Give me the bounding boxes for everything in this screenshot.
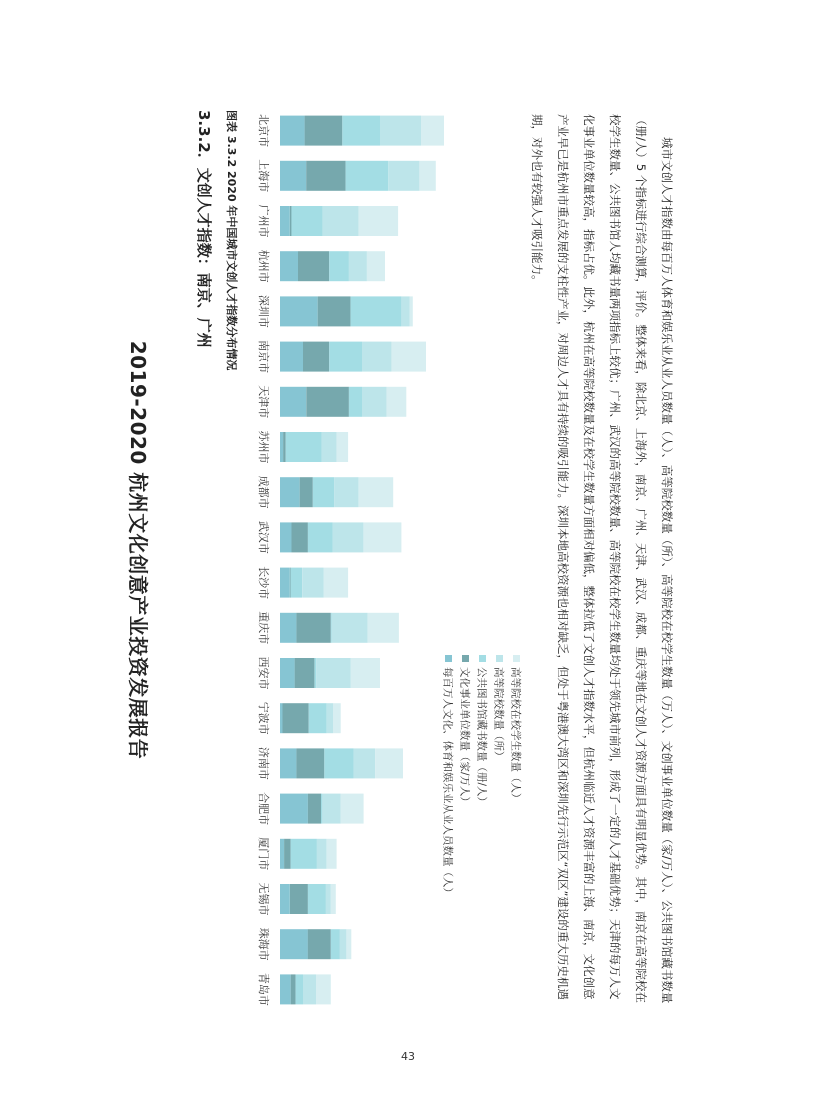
bar-segment-1-7 xyxy=(280,386,306,416)
bar-segment-4-10 xyxy=(332,522,363,552)
bar-segment-5-8 xyxy=(337,432,349,462)
bar-segment-1-11 xyxy=(280,567,290,597)
bar-segment-2-3 xyxy=(290,206,292,236)
category-label: 广州市 xyxy=(257,204,270,237)
legend-swatch xyxy=(479,655,486,662)
bar-segment-4-5 xyxy=(401,296,409,326)
bar-segment-1-1 xyxy=(280,115,305,145)
legend-swatch xyxy=(462,655,469,662)
bar-segment-3-7 xyxy=(349,386,362,416)
bar-segment-1-4 xyxy=(280,251,298,281)
bar-segment-3-11 xyxy=(291,567,303,597)
bar-segment-3-20 xyxy=(296,974,303,1004)
bar-segment-3-9 xyxy=(313,477,334,507)
legend-swatch xyxy=(445,655,452,662)
legend-swatch xyxy=(496,655,503,662)
bar-segment-4-19 xyxy=(340,929,347,959)
page-number: 43 xyxy=(401,1050,415,1063)
bar-segment-2-12 xyxy=(296,612,330,642)
bar-segment-1-8 xyxy=(280,432,283,462)
bar-segment-1-20 xyxy=(280,974,291,1004)
bar-segment-4-18 xyxy=(326,884,331,914)
bar-segment-2-1 xyxy=(305,115,343,145)
section-heading: 3.3.2．文创人才指数：南京、广州 xyxy=(195,109,213,348)
bar-segment-2-8 xyxy=(283,432,286,462)
bar-segment-5-4 xyxy=(367,251,385,281)
bar-segment-5-19 xyxy=(346,929,351,959)
bar-segment-2-6 xyxy=(303,341,329,371)
bar-segment-5-13 xyxy=(351,658,381,688)
bar-segment-3-1 xyxy=(342,115,380,145)
legend-label: 高等院校在校学生数量（人） xyxy=(509,666,522,803)
bar-segment-3-18 xyxy=(308,884,326,914)
bar-segment-5-9 xyxy=(359,477,393,507)
bar-segment-3-8 xyxy=(286,432,322,462)
bar-segment-5-11 xyxy=(324,567,349,597)
bar-segment-5-3 xyxy=(359,206,398,236)
bar-segment-3-5 xyxy=(351,296,402,326)
bar-segment-1-13 xyxy=(280,658,295,688)
bar-segment-2-16 xyxy=(308,793,321,823)
rotated-content xyxy=(58,50,758,1050)
bar-segment-5-6 xyxy=(392,341,426,371)
bar-segment-2-17 xyxy=(284,838,291,868)
bar-segment-5-7 xyxy=(387,386,407,416)
bar-segment-3-4 xyxy=(329,251,349,281)
bar-segment-1-17 xyxy=(280,838,284,868)
category-label: 青岛市 xyxy=(257,972,270,1006)
category-label: 成都市 xyxy=(257,475,270,509)
bar-segment-4-14 xyxy=(327,703,334,733)
bar-segment-5-14 xyxy=(333,703,340,733)
bar-segment-2-20 xyxy=(291,974,296,1004)
bar-segment-3-6 xyxy=(329,341,362,371)
bar-segment-1-10 xyxy=(280,522,292,552)
bar-segment-1-6 xyxy=(280,341,303,371)
category-label: 南京市 xyxy=(257,339,270,373)
legend-label: 每百万人文化、体育和娱乐业从业人员数量（人） xyxy=(441,666,454,898)
bar-segment-5-12 xyxy=(368,612,399,642)
bar-segment-1-18 xyxy=(280,884,290,914)
bar-segment-5-20 xyxy=(316,974,331,1004)
bar-segment-4-6 xyxy=(362,341,392,371)
bar-segment-3-12 xyxy=(331,612,332,642)
bar-segment-2-2 xyxy=(306,160,345,190)
category-label: 上海市 xyxy=(257,158,270,192)
bar-segment-5-16 xyxy=(341,793,364,823)
bar-segment-1-15 xyxy=(280,748,296,778)
bar-segment-4-7 xyxy=(362,386,387,416)
bar-segment-4-3 xyxy=(323,206,359,236)
legend-label: 公共图书馆藏书数量（册/人） xyxy=(475,666,488,807)
bar-segment-3-15 xyxy=(324,748,354,778)
legend-label: 文化事业单位数量（家/万人） xyxy=(458,666,471,807)
bar-segment-2-10 xyxy=(292,522,308,552)
category-label: 济南市 xyxy=(257,746,270,780)
bar-segment-4-15 xyxy=(354,748,375,778)
category-label: 合肥市 xyxy=(257,791,270,825)
category-label: 宁波市 xyxy=(257,701,270,735)
bar-segment-1-2 xyxy=(280,160,306,190)
bar-segment-3-17 xyxy=(291,838,317,868)
body-paragraph-wrapper xyxy=(524,114,680,1009)
bar-segment-5-17 xyxy=(327,838,337,868)
bar-segment-1-14 xyxy=(280,703,283,733)
bar-segment-2-13 xyxy=(295,658,315,688)
bar-segment-2-18 xyxy=(290,884,308,914)
category-label: 北京市 xyxy=(257,113,270,147)
bar-segment-3-13 xyxy=(315,658,317,688)
bar-segment-4-9 xyxy=(334,477,359,507)
bar-segment-1-16 xyxy=(280,793,308,823)
category-label: 西安市 xyxy=(257,656,270,689)
bar-segment-2-14 xyxy=(283,703,309,733)
category-label: 武汉市 xyxy=(257,520,270,554)
category-label: 天津市 xyxy=(257,384,270,418)
document-title: 2019-2020 杭州文化创意产业投资发展报告 xyxy=(126,340,150,759)
bar-segment-2-15 xyxy=(296,748,324,778)
category-label: 重庆市 xyxy=(257,610,270,644)
bar-segment-4-2 xyxy=(388,160,419,190)
bar-segment-5-1 xyxy=(421,115,444,145)
category-label: 苏州市 xyxy=(257,430,270,463)
bar-segment-2-5 xyxy=(318,296,351,326)
legend-label: 高等院校数量（所） xyxy=(492,666,505,761)
bar-segment-5-10 xyxy=(364,522,402,552)
category-label: 无锡市 xyxy=(257,882,270,915)
category-label: 深圳市 xyxy=(257,294,270,328)
bar-segment-4-8 xyxy=(322,432,337,462)
bar-segment-1-9 xyxy=(280,477,300,507)
legend-swatch xyxy=(513,655,520,662)
bar-segment-5-15 xyxy=(375,748,403,778)
bar-segment-3-3 xyxy=(291,206,322,236)
bar-segment-2-19 xyxy=(308,929,331,959)
bar-segment-5-2 xyxy=(419,160,435,190)
bar-segment-4-13 xyxy=(316,658,350,688)
bar-segment-1-12 xyxy=(280,612,296,642)
bar-segment-2-4 xyxy=(298,251,329,281)
bar-segment-2-9 xyxy=(300,477,313,507)
bar-segment-3-2 xyxy=(346,160,389,190)
body-paragraph: 城市文创人才指数由每百万人体育和娱乐业从业人员数量（人）、高等院校数量（所）、高等院校在校学生数量（万人）、文创事业单位数量（家/万人）、公共图书馆藏书数量（册/人）5 个指标进行综合测算，评价。整体来看，除北京、上海外，南京、广州、天津、武汉、成都、重庆等地在文创人才资源方面具有明显优势。其中，南京在高等院校在校学生数量、公共图书馆人均藏书量两项指标上较优；广州、武汉的高等院校数量、高等院校在校学生数量均处于领先城市前列，形成了一定的人才基础优势；天津的每万人文化事业单位数量较高，指标占优。此外，杭州在高等院校数量及在校学生数量方面相对偏低，整体拉低了文创人才指数水平，但杭州临近人才资源丰富的上海、南京，文化创意产业早已是杭州市重点发展的支柱性产业，对周边人才具有持续的吸引能力。深圳本地高校资源也相对缺乏，但处于粤港澳大湾区和深圳先行示范区“双区”建设的重大历史机遇期，对外也有较强人才吸引能力。 xyxy=(530,113,674,1003)
stacked-bar-chart xyxy=(245,90,530,1010)
bar-segment-1-19 xyxy=(280,929,308,959)
bar-segment-4-11 xyxy=(302,567,323,597)
category-label: 珠海市 xyxy=(257,927,270,961)
bar-segment-2-7 xyxy=(306,386,349,416)
bar-segment-5-5 xyxy=(410,296,413,326)
bar-segment-3-19 xyxy=(331,929,340,959)
bar-segment-4-17 xyxy=(317,838,327,868)
bar-segment-4-4 xyxy=(349,251,367,281)
bar-segment-3-16 xyxy=(321,793,323,823)
figure-caption: 图表 3.3.2 2020 年中国城市文创人才指数分布情况 xyxy=(225,109,238,370)
bar-segment-2-11 xyxy=(290,567,291,597)
bar-segment-4-16 xyxy=(323,793,341,823)
bar-segment-4-12 xyxy=(332,612,368,642)
category-label: 杭州市 xyxy=(257,249,270,283)
category-label: 长沙市 xyxy=(257,565,270,599)
bar-segment-3-14 xyxy=(309,703,327,733)
bar-segment-1-3 xyxy=(280,206,290,236)
bar-segment-1-5 xyxy=(280,296,318,326)
bar-segment-5-18 xyxy=(331,884,336,914)
bar-segment-4-20 xyxy=(303,974,316,1004)
category-label: 厦门市 xyxy=(257,836,270,870)
bar-segment-4-1 xyxy=(380,115,421,145)
bar-segment-3-10 xyxy=(308,522,333,552)
